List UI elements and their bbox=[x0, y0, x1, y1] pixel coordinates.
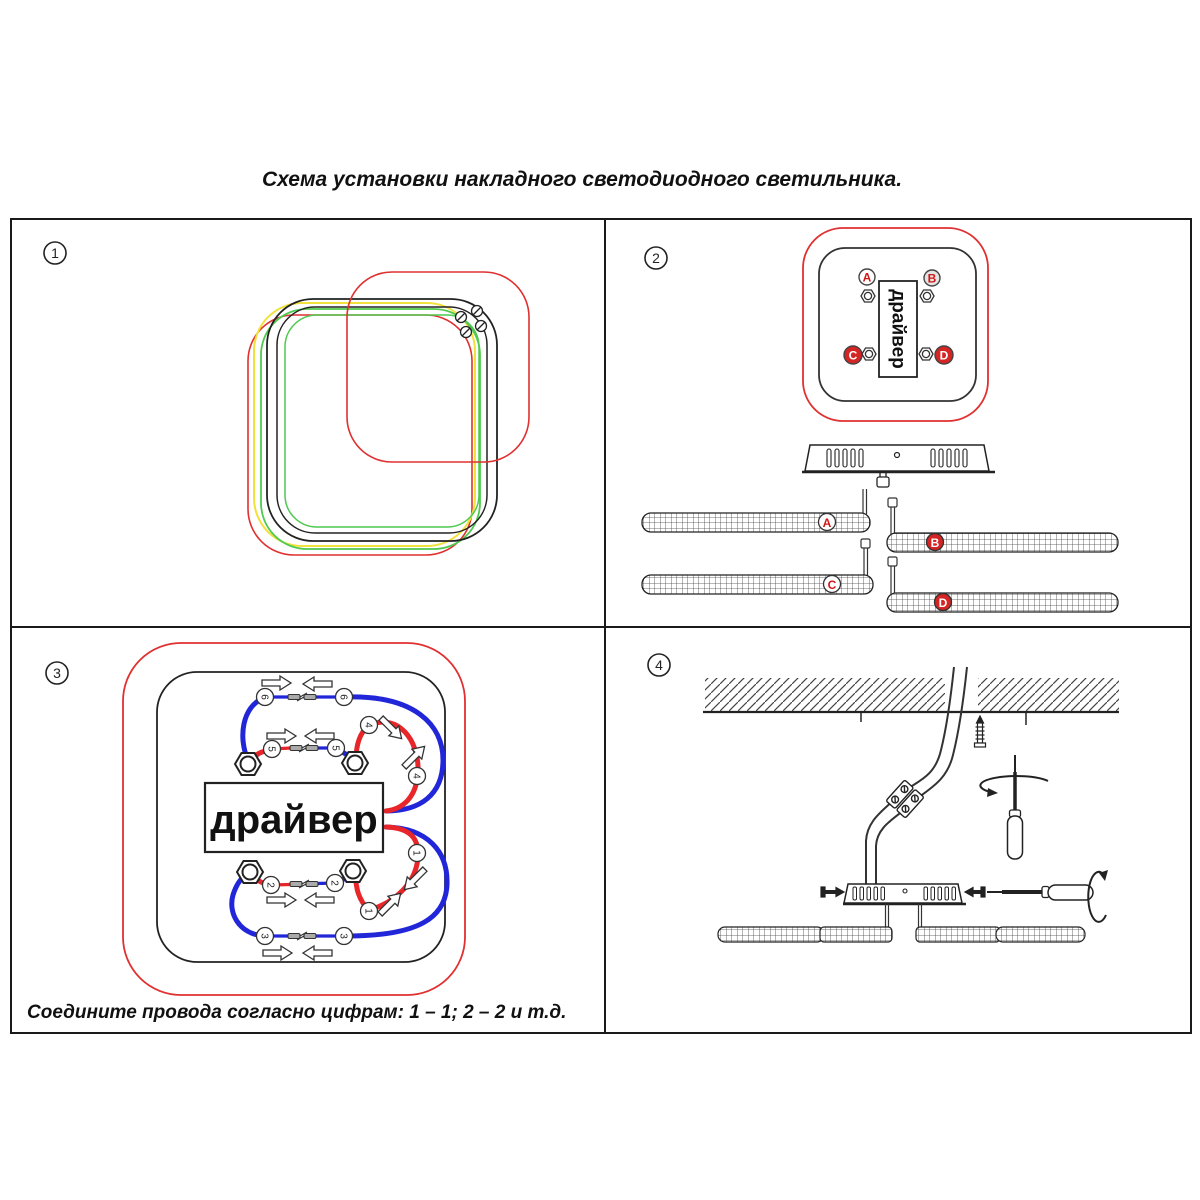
led-strip bbox=[916, 927, 1000, 942]
arrow-left-icon bbox=[303, 946, 332, 960]
wire-tag-2 bbox=[327, 875, 344, 892]
driver-label: драйвер bbox=[210, 798, 378, 842]
svg-text:B: B bbox=[930, 536, 940, 550]
svg-text:C: C bbox=[827, 578, 837, 592]
driver-box bbox=[879, 281, 917, 377]
led-strip bbox=[996, 927, 1085, 942]
wire-tag-1 bbox=[409, 845, 426, 862]
wire-tag-3 bbox=[257, 928, 274, 945]
green-frame-ring-inner bbox=[285, 315, 479, 527]
led-strips bbox=[642, 489, 1118, 612]
panel-number-1 bbox=[44, 242, 66, 264]
plate-wire-connector bbox=[877, 472, 889, 487]
strip-wire-c bbox=[861, 539, 870, 576]
led-strips bbox=[718, 927, 1085, 942]
led-strip-d bbox=[887, 593, 1118, 612]
connector-point-a bbox=[859, 269, 875, 285]
panel-1-canvas bbox=[10, 218, 604, 626]
svg-text:2: 2 bbox=[328, 880, 340, 886]
wire-tag-6 bbox=[336, 689, 353, 706]
svg-text:4: 4 bbox=[655, 657, 663, 673]
wire-tag-2 bbox=[263, 877, 280, 894]
fixture-frame-rings bbox=[248, 272, 529, 555]
svg-text:6: 6 bbox=[337, 694, 349, 700]
arrow-left-icon bbox=[303, 677, 332, 691]
connector-point-b bbox=[924, 270, 940, 286]
screw-icon bbox=[472, 306, 483, 317]
arrow-right-icon bbox=[263, 946, 292, 960]
led-strip bbox=[820, 927, 892, 942]
strip-label-a bbox=[819, 514, 836, 531]
svg-text:5: 5 bbox=[265, 746, 277, 752]
svg-text:3: 3 bbox=[337, 933, 349, 939]
strip-wire-b bbox=[888, 498, 897, 534]
wire-tag-5 bbox=[328, 740, 345, 757]
screw-icon-vertical bbox=[975, 716, 986, 747]
strip-wire-d bbox=[888, 557, 897, 594]
nut-icon bbox=[919, 348, 933, 360]
arrow-left-icon bbox=[305, 893, 334, 907]
nut-icon bbox=[920, 290, 934, 302]
nut-icon bbox=[340, 860, 366, 882]
screwdriver-icon-horizontal bbox=[987, 885, 1093, 900]
panel-2-canvas bbox=[606, 218, 1190, 626]
wire-tag-3 bbox=[336, 928, 353, 945]
svg-text:C: C bbox=[848, 348, 858, 363]
wire-tag-6 bbox=[257, 689, 274, 706]
arrow-left-icon bbox=[305, 729, 334, 743]
mount-plate-side-view bbox=[843, 884, 966, 904]
nut-icon bbox=[861, 290, 875, 302]
green-frame-ring-outer bbox=[261, 309, 480, 549]
arrow-right-icon bbox=[267, 893, 296, 907]
nut-icon bbox=[235, 753, 261, 775]
yellow-frame-ring bbox=[254, 303, 475, 546]
screw-icon bbox=[461, 327, 472, 338]
svg-text:1: 1 bbox=[410, 850, 422, 856]
connector-point-d bbox=[935, 346, 953, 364]
note-text: Соедините провода согласно цифрам: 1 – 1; 2 – 2 и т.д. bbox=[27, 1002, 567, 1023]
svg-text:2: 2 bbox=[264, 882, 276, 888]
nut-icon bbox=[342, 752, 368, 774]
driver-label: драйвер bbox=[887, 289, 909, 369]
strip-label-c bbox=[824, 576, 841, 593]
svg-text:2: 2 bbox=[652, 250, 660, 266]
svg-text:6: 6 bbox=[258, 694, 270, 700]
svg-text:4: 4 bbox=[362, 722, 374, 728]
connector-point-c bbox=[844, 346, 862, 364]
ceiling-hatch bbox=[703, 678, 1119, 725]
terminal-block-icon bbox=[886, 780, 924, 818]
mount-screw-right bbox=[965, 887, 985, 897]
wire-tag-5 bbox=[264, 741, 281, 758]
offset-red-frame bbox=[347, 272, 529, 462]
svg-text:A: A bbox=[862, 270, 872, 285]
svg-text:A: A bbox=[822, 516, 832, 530]
arrow-right-icon bbox=[262, 676, 291, 690]
wire-tag-4 bbox=[361, 717, 378, 734]
panel-3-canvas bbox=[10, 627, 604, 1031]
nut-icon bbox=[237, 861, 263, 883]
panel-number-4 bbox=[648, 654, 670, 676]
svg-text:4: 4 bbox=[410, 773, 422, 779]
corner-screws bbox=[456, 306, 487, 338]
mount-screw-left bbox=[821, 887, 844, 897]
svg-text:B: B bbox=[927, 271, 937, 286]
screw-icon bbox=[476, 321, 487, 332]
panel-number-2 bbox=[645, 247, 667, 269]
panel-number-3 bbox=[46, 662, 68, 684]
svg-text:3: 3 bbox=[53, 665, 61, 681]
wire-tag-4 bbox=[409, 768, 426, 785]
led-strip bbox=[718, 927, 824, 942]
wire-tag-1 bbox=[361, 903, 378, 920]
strip-label-b bbox=[927, 534, 944, 551]
svg-text:5: 5 bbox=[329, 745, 341, 751]
strip-label-d bbox=[935, 594, 952, 611]
svg-text:1: 1 bbox=[51, 245, 59, 261]
red-frame-ring bbox=[248, 315, 472, 555]
panel-4-canvas bbox=[606, 627, 1190, 1031]
led-strip-b bbox=[887, 533, 1118, 552]
driver-box bbox=[205, 783, 383, 852]
svg-text:1: 1 bbox=[362, 908, 374, 914]
svg-text:3: 3 bbox=[258, 933, 270, 939]
strip-stems bbox=[886, 904, 922, 928]
black-frame-ring-inner bbox=[277, 307, 487, 533]
svg-text:D: D bbox=[939, 348, 949, 363]
strip-wire-a bbox=[863, 489, 867, 514]
nut-icon bbox=[862, 348, 876, 360]
svg-text:D: D bbox=[938, 596, 948, 610]
mount-plate-side-view bbox=[802, 445, 995, 487]
screw-icon bbox=[456, 312, 467, 323]
page-title: Схема установки накладного светодиодного светильника. bbox=[261, 168, 903, 191]
screwdriver-icon-vertical bbox=[1008, 755, 1023, 859]
